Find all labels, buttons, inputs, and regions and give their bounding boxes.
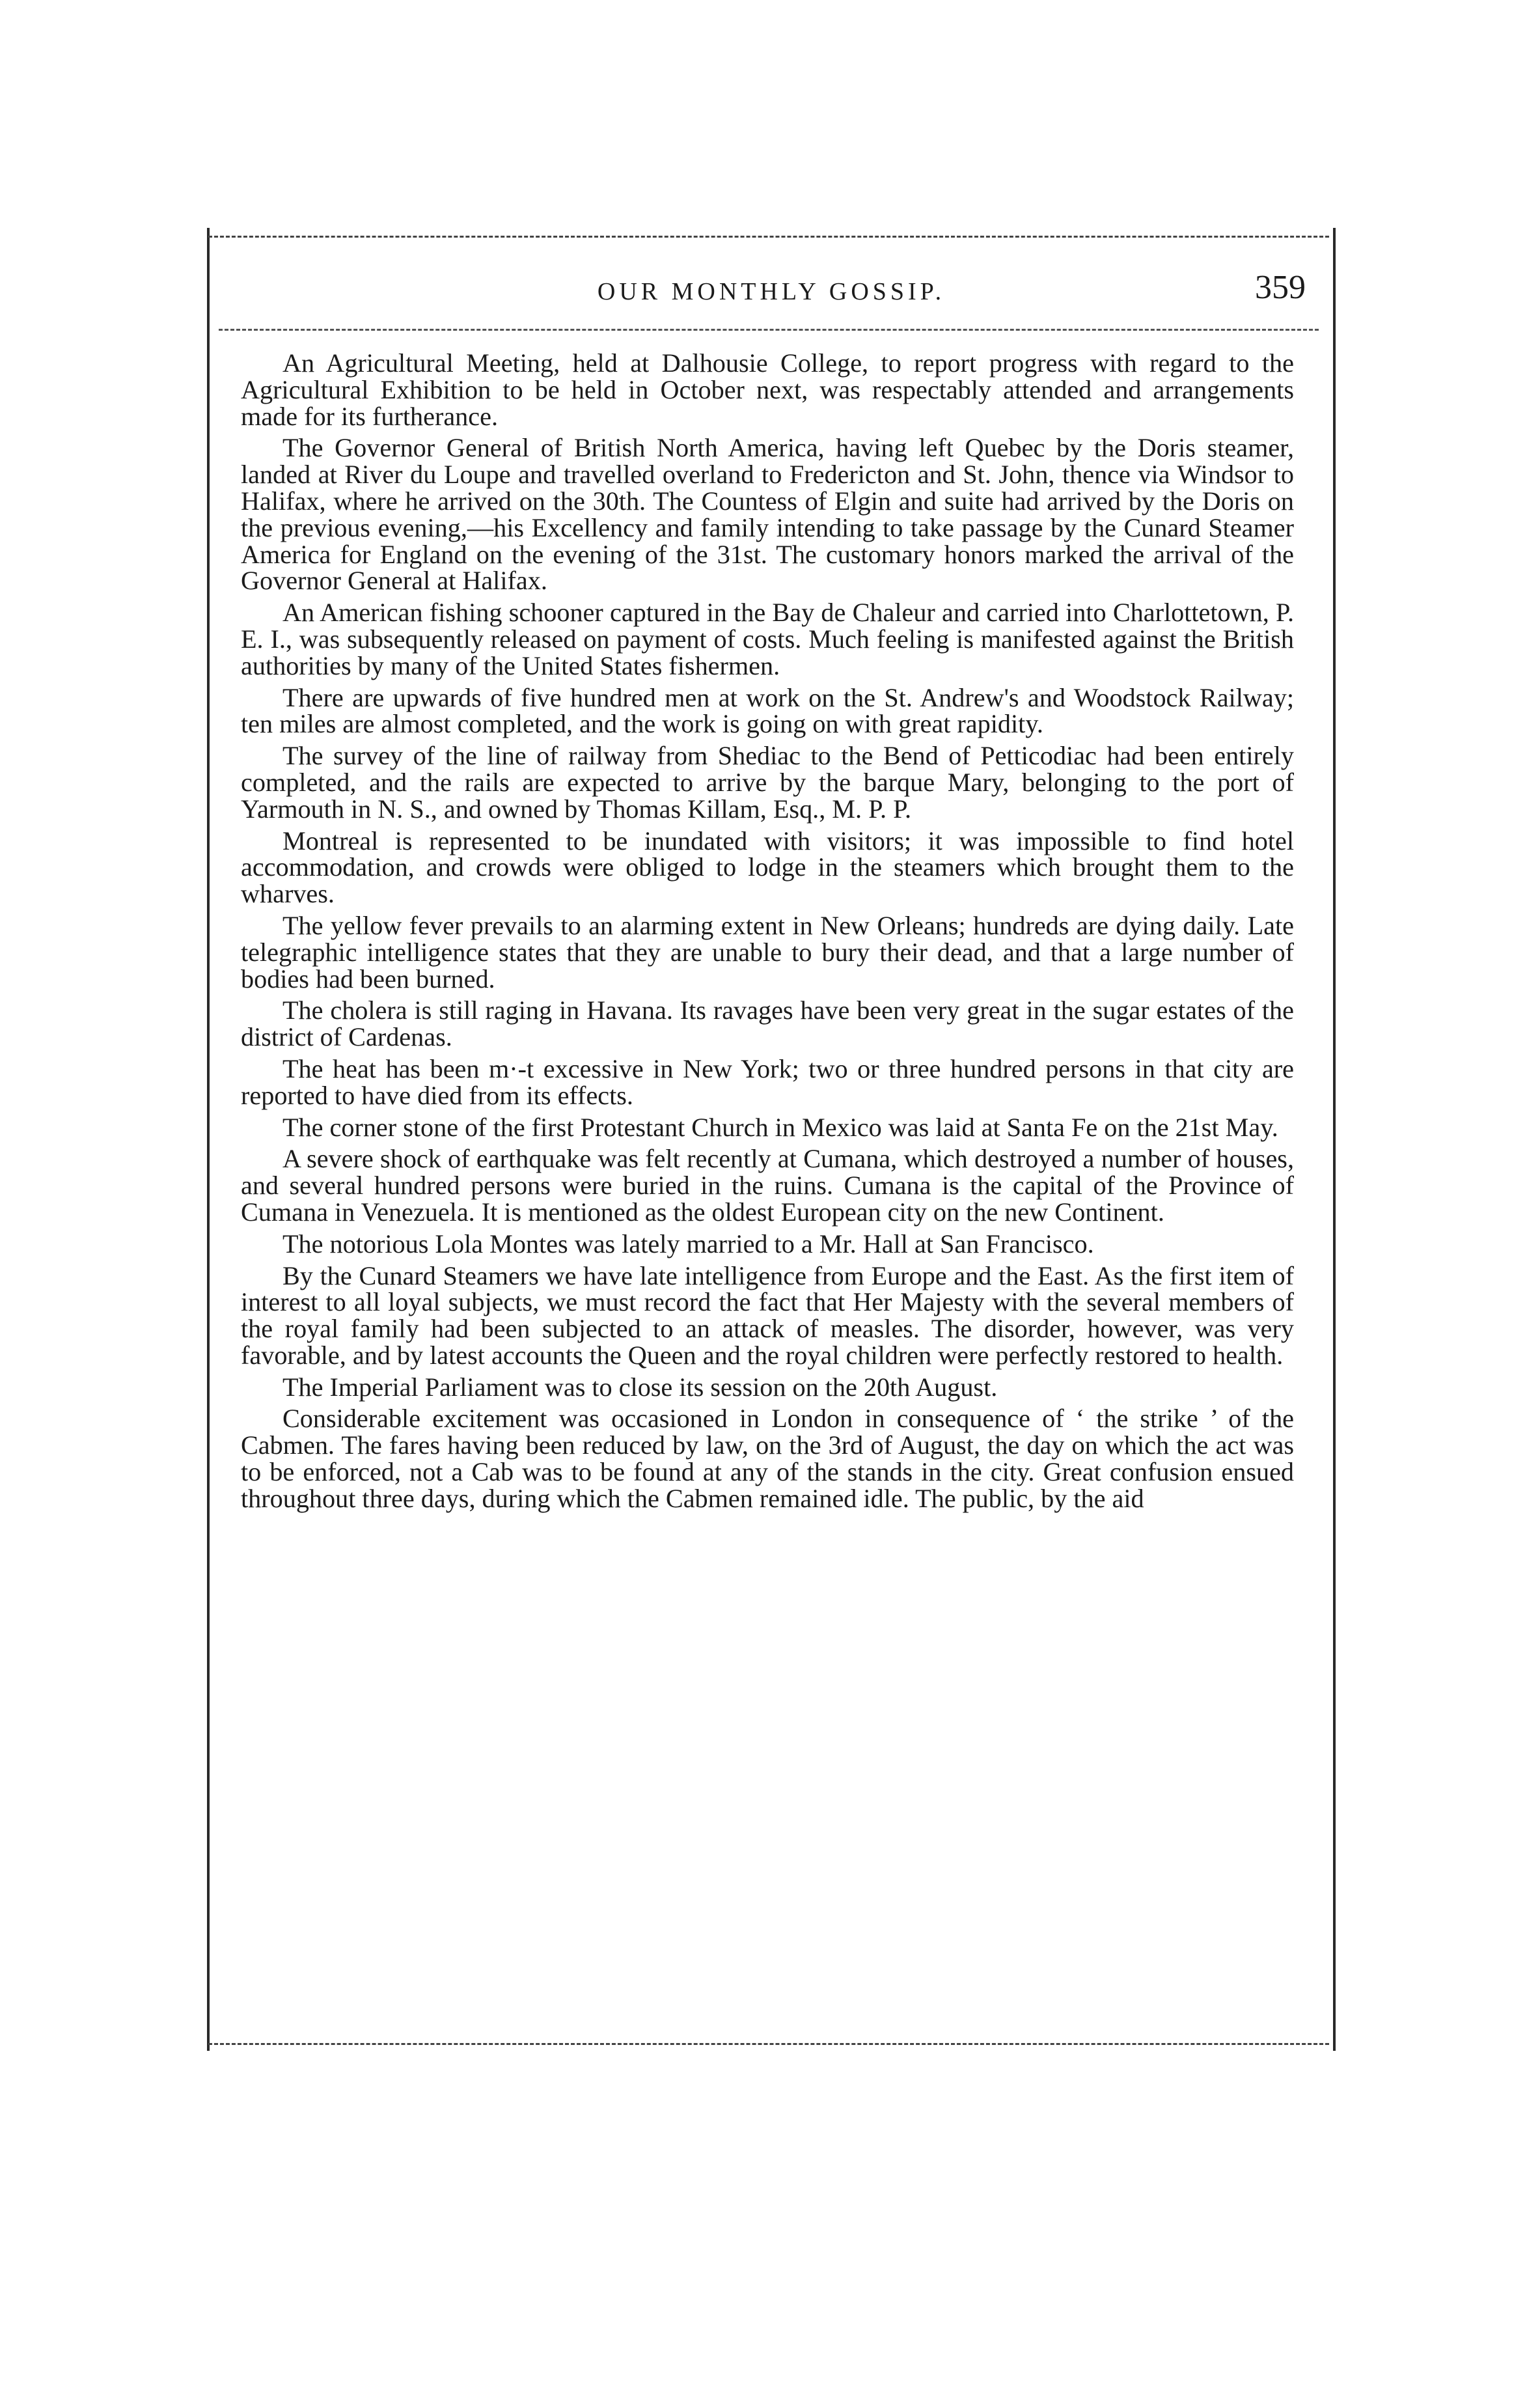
paragraph-railway-survey: The survey of the line of railway from Shediac to the Bend of Petticodiac had been entirely completed, and the rails are expected to arrive by the barque Mary, belonging to the port of Yarmouth in N. S., and owned by Thomas Killam, Esq., M. P. P.	[241, 741, 1294, 824]
header-rule	[219, 329, 1319, 331]
page-number: 359	[1255, 269, 1306, 306]
paragraph-governor-general: The Governor General of British North America, having left Quebec by the Doris steamer, landed at River du Loupe and travelled overland to Fredericton and St. John, thence via Windsor to Halifax, where he arrived on the 30th. The Countess of Elgin and suite had arrived by the Doris on the previous evening,—his Excellency and family intending to take passage by the Cunard Steamer America for England on the evening of the 31st. The customary honors marked the arrival of the Governor General at Halifax.	[241, 433, 1294, 596]
paragraph-imperial-parliament: The Imperial Parliament was to close its session on the 20th August.	[282, 1372, 998, 1402]
paragraph-fishing-schooner: An American fishing schooner captured in the Bay de Chaleur and carried into Charlottetown, P. E. I., was subsequently released on payment of costs. Much feeling is manifested against the British authorities by many of the United States fishermen.	[241, 598, 1294, 680]
paragraph-agricultural-meeting: An Agricultural Meeting, held at Dalhousie College, to report progress with regard to the Agricultural Exhibition to be held in October next, was respectably attended and arrangements made for its furtherance.	[241, 348, 1294, 431]
paragraph-cunard-news: By the Cunard Steamers we have late intelligence from Europe and the East. As the first item of interest to all loyal subjects, we must record the fact that Her Majesty with the several members of the royal family had been subjected to an attack of measles. The disorder, however, was very favorable, and by latest accounts the Queen and the royal children were perfectly restored to health.	[241, 1260, 1294, 1370]
paragraph-cholera-havana: The cholera is still raging in Havana. Its ravages have been very great in the sugar estates of the district of Cardenas.	[241, 995, 1294, 1052]
top-rule	[208, 236, 1329, 238]
paragraph-cabmen-strike: Considerable excitement was occasioned in London in consequence of ‘ the strike ’ of the Cabmen. The fares having been reduced by law, on the 3rd of August, the day on which the act was to be enforced, not a Cab was to be found at any of the stands in the city. Great confusion ensued throughout three days, during which the Cabmen remained idle. The public, by the aid	[241, 1404, 1294, 1513]
running-head	[221, 268, 1321, 320]
article-body	[241, 350, 1294, 1512]
paragraph-montreal-visitors: Montreal is represented to be inundated with visitors; it was impossible to find hotel accommodation, and crowds were obliged to lodge in the steamers which brought them to the wharves.	[241, 826, 1294, 909]
paragraph-new-york-heat: The heat has been m·-t excessive in New York; two or three hundred persons in that city are reported to have died from its effects.	[241, 1053, 1294, 1110]
paragraph-lola-montes: The notorious Lola Montes was lately married to a Mr. Hall at San Francisco.	[282, 1229, 1094, 1258]
paragraph-woodstock-railway: There are upwards of five hundred men at work on the St. Andrew's and Woodstock Railway; ten miles are almost completed, and the work is going on with great rapidity.	[241, 682, 1294, 739]
bottom-rule	[208, 2043, 1329, 2045]
paragraph-cumana-earthquake: A severe shock of earthquake was felt recently at Cumana, which destroyed a number of houses, and several hundred persons were buried in the ruins. Cumana is the capital of the Province of Cumana in Venezuela. It is mentioned as the oldest European city on the new Continent.	[241, 1144, 1294, 1227]
paragraph-yellow-fever: The yellow fever prevails to an alarming extent in New Orleans; hundreds are dying daily. Late telegraphic intelligence states that they are unable to bury their dead, and that a large number of bodies had been burned.	[241, 910, 1294, 994]
paragraph-protestant-church: The corner stone of the first Protestant Church in Mexico was laid at Santa Fe on the 21st May.	[282, 1112, 1278, 1142]
running-title: OUR MONTHLY GOSSIP.	[597, 278, 946, 305]
